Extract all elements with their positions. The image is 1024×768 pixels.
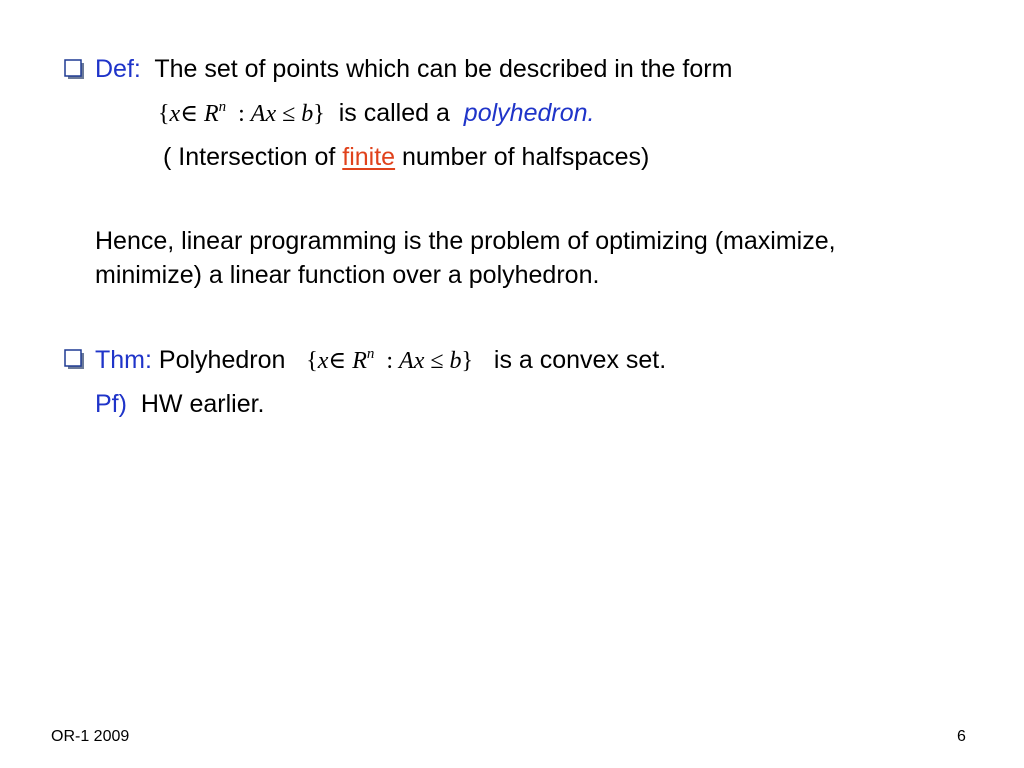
polyhedron-formula: {x∈ $R^n$ : Ax ≤ b} — [158, 99, 325, 127]
def-label: Def: — [95, 55, 141, 83]
halfspace-note — [163, 141, 649, 173]
square-bullet-icon — [64, 59, 86, 81]
definition-line — [95, 53, 732, 85]
hence-line-2: minimize) a linear function over a polyhedron. — [95, 261, 600, 289]
def-text: The set of points which can be described in the form — [154, 55, 733, 83]
proof-line — [95, 388, 265, 420]
polyhedron-term: polyhedron. — [463, 99, 595, 127]
thm-tail: is a convex set. — [493, 346, 667, 374]
square-bullet-icon — [64, 349, 86, 371]
called-text: is called a — [338, 99, 450, 127]
hence-line-1: Hence, linear programming is the problem of optimizing (maximize, — [95, 227, 836, 255]
finite-highlight: finite — [342, 143, 396, 171]
slide-number: 6 — [957, 728, 966, 745]
pf-text: HW earlier. — [140, 390, 265, 418]
footer-course: OR-1 2009 — [51, 728, 130, 745]
theorem-line — [95, 344, 666, 377]
note-open: ( Intersection of — [163, 143, 336, 171]
polyhedron-formula-line — [158, 97, 594, 130]
thm-label: Thm: — [95, 346, 152, 374]
thm-text: Polyhedron — [158, 346, 286, 374]
note-close: number of halfspaces) — [402, 143, 650, 171]
pf-label: Pf) — [95, 390, 127, 418]
convex-formula: {x∈ $R^n$ : Ax ≤ b} — [306, 346, 474, 374]
